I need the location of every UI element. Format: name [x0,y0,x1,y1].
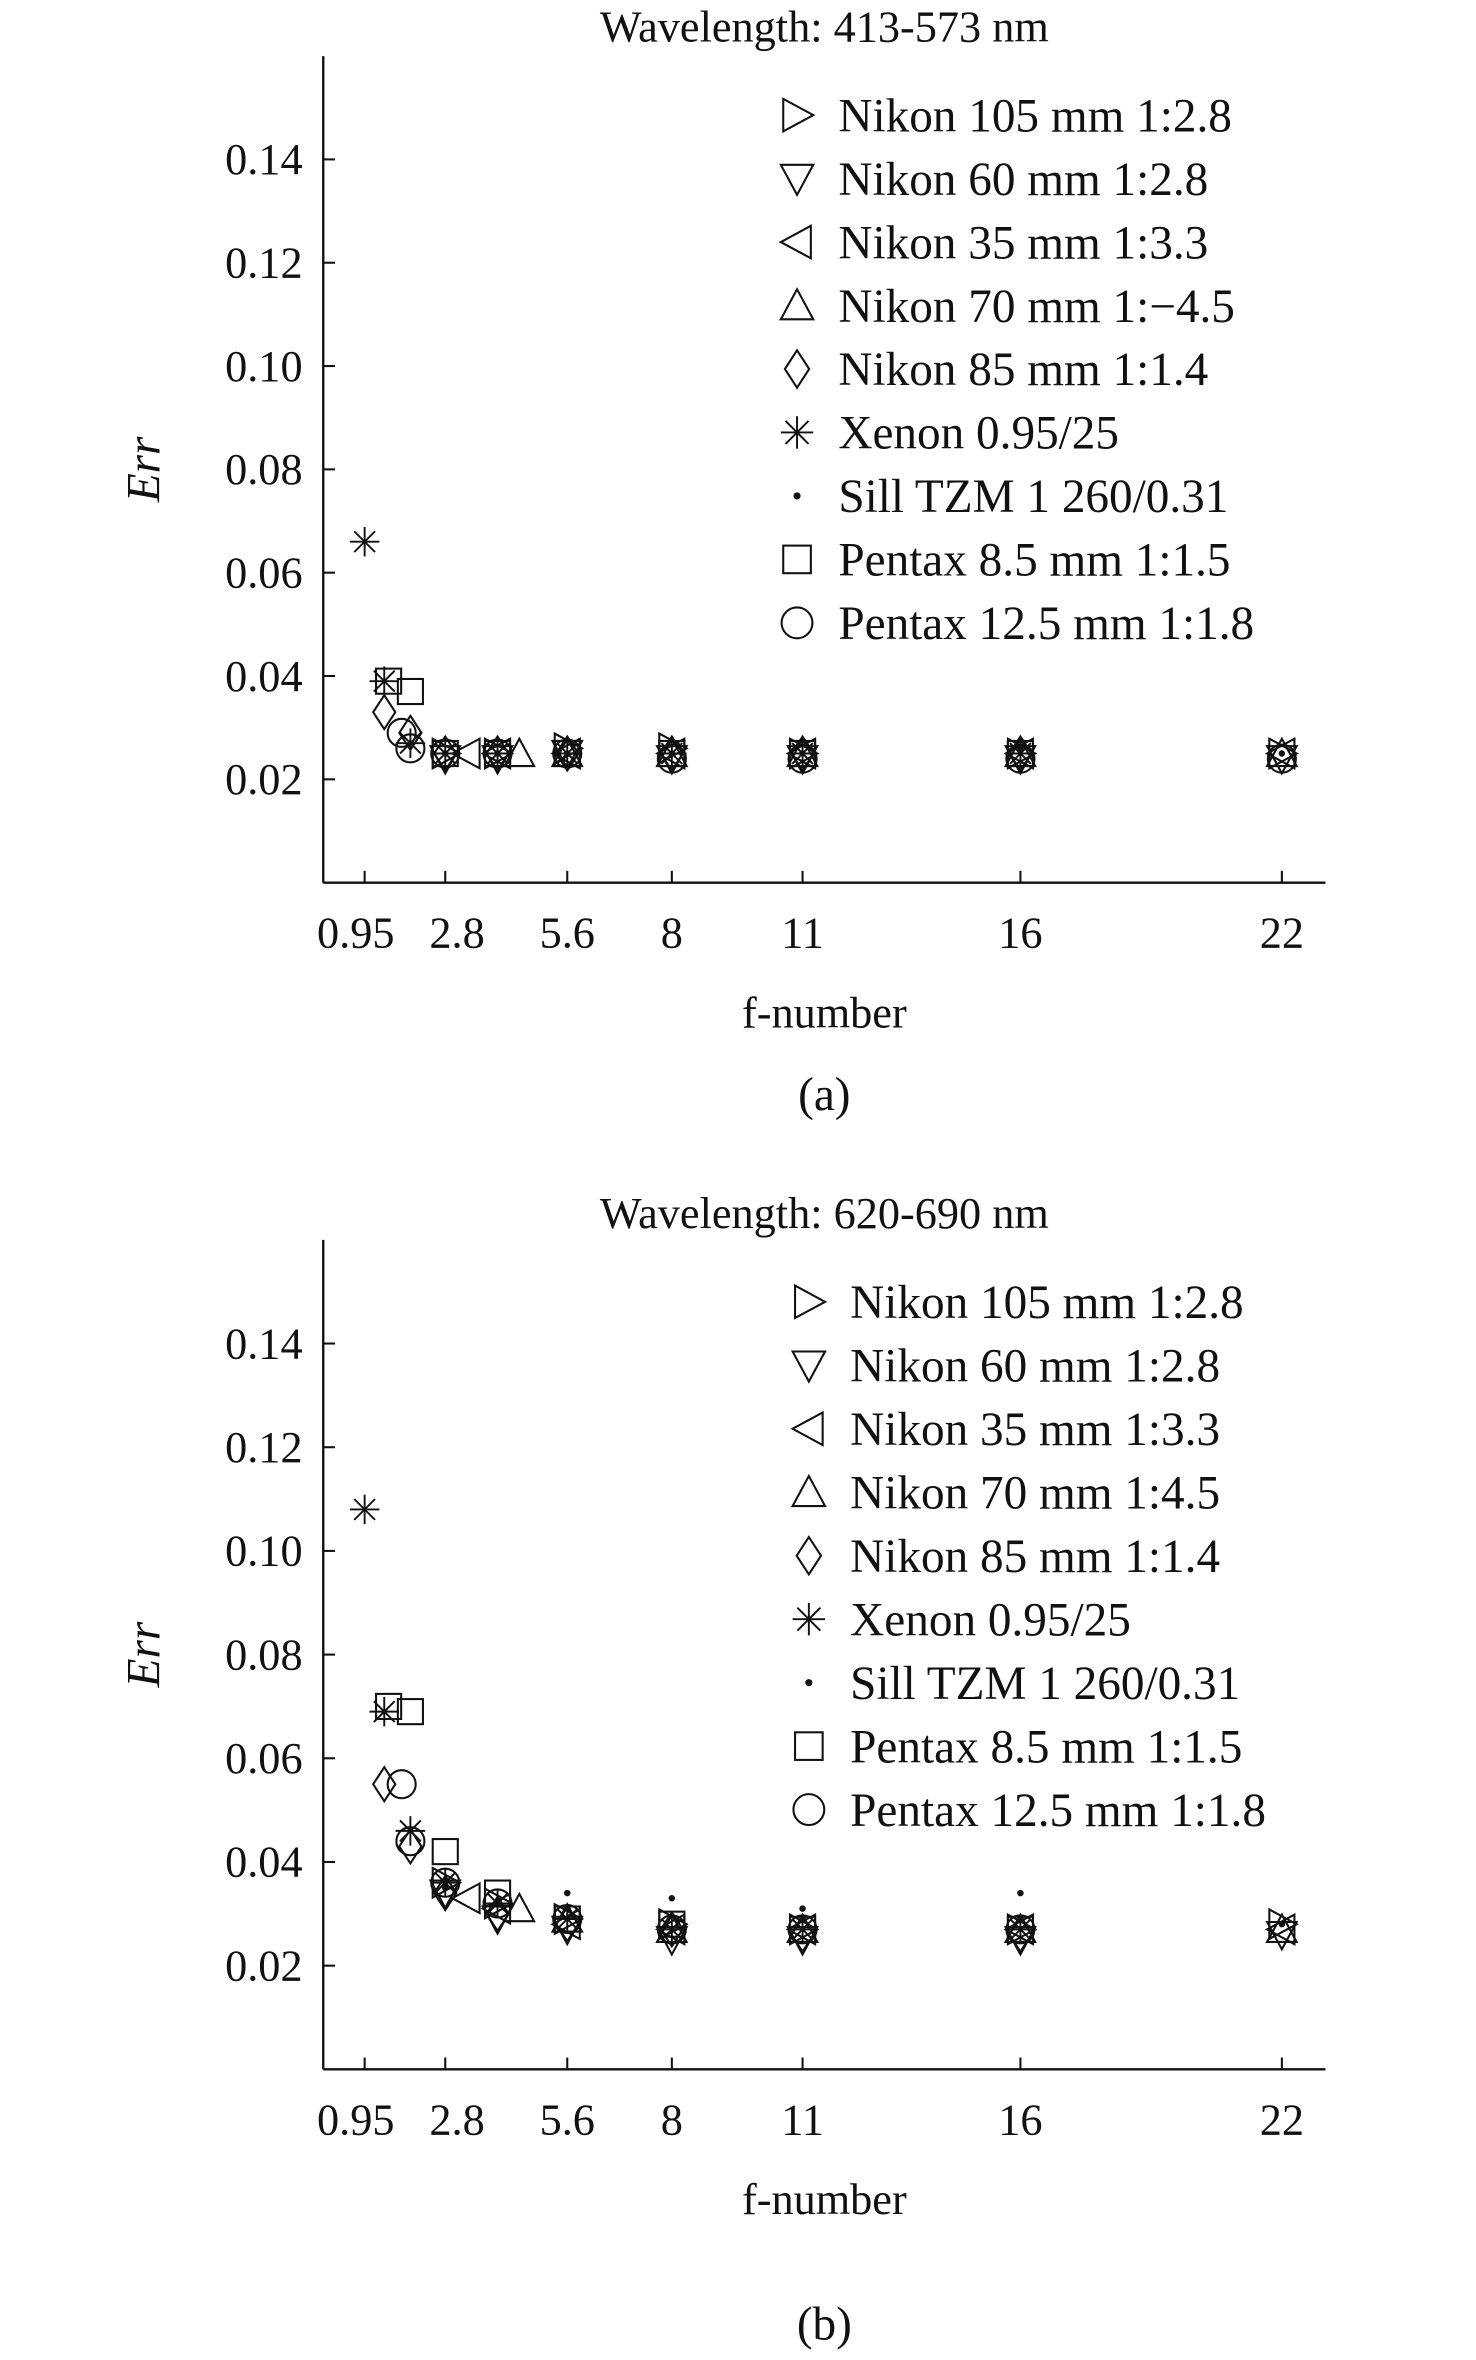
legend-marker-triangle-up [793,1476,825,1506]
panel-label: (b) [796,2298,852,2351]
x-tick-label: 8 [660,908,683,958]
x-tick-label: 2.8 [429,2095,485,2145]
x-tick-label: 2.8 [429,908,485,958]
x-axis-label: f-number [741,2175,907,2224]
data-point [350,1495,380,1525]
legend-marker-triangle-down [793,1351,825,1381]
y-axis-label: Err [118,436,171,503]
chart-title: Wavelength: 413-573 nm [599,2,1049,52]
legend-marker-triangle-left [781,226,811,258]
y-tick-label: 0.04 [225,1837,303,1887]
data-point [373,1767,395,1801]
legend-marker-asterisk [781,416,813,448]
legend-label: Nikon 70 mm 1:−4.5 [838,280,1235,333]
y-tick-label: 0.14 [225,135,303,185]
x-tick-label: 22 [1259,2095,1305,2145]
x-axis-label: f-number [741,988,907,1038]
data-point [350,527,380,557]
data-point [799,750,805,756]
legend-label: Pentax 12.5 mm 1:1.8 [850,1784,1266,1837]
x-tick-label: 8 [660,2095,683,2145]
y-tick-label: 0.14 [225,1319,303,1369]
x-tick-label: 0.95 [317,908,395,958]
legend-marker-square [783,546,811,574]
legend-label: Nikon 70 mm 1:4.5 [850,1467,1221,1520]
y-tick-label: 0.02 [225,755,303,805]
y-tick-label: 0.08 [225,1630,303,1680]
data-point [505,1894,535,1921]
legend-marker-triangle-up [781,289,813,319]
legend-label: Nikon 60 mm 1:2.8 [850,1340,1221,1393]
data-point [369,666,399,696]
x-tick-label: 5.6 [539,2095,595,2145]
data-point [442,750,448,756]
data-point [564,750,570,756]
legend-label: Sill TZM 1 260/0.31 [850,1657,1241,1710]
legend-marker-asterisk [793,1603,825,1635]
y-tick-label: 0.12 [225,1422,303,1472]
data-point [669,1895,675,1901]
panel-label: (a) [798,1068,851,1121]
y-axis-label: Err [118,1621,171,1688]
legend-marker-triangle-right [795,1286,825,1318]
legend-label: Pentax 12.5 mm 1:1.8 [838,598,1255,651]
legend [781,90,1254,650]
series-triangle-left [452,1884,1294,1945]
series-triangle-up [505,1894,1297,1942]
data-point [433,1839,458,1864]
legend-label: Pentax 8.5 mm 1:1.5 [850,1721,1243,1774]
legend-marker-triangle-right [783,99,813,131]
legend-label: Sill TZM 1 260/0.31 [838,471,1229,524]
x-tick-label: 16 [998,2095,1043,2145]
data-point [564,1890,570,1896]
series-triangle-up [505,739,1297,766]
data-point [799,1905,805,1911]
y-tick-label: 0.08 [225,445,303,495]
series-square [376,669,1033,766]
data-point [1279,1921,1285,1927]
x-tick-label: 11 [781,908,824,958]
y-tick-label: 0.02 [225,1941,303,1991]
x-tick-label: 11 [781,2095,824,2145]
legend-label: Nikon 85 mm 1:1.4 [838,344,1209,397]
data-point [442,1885,448,1891]
y-tick-label: 0.12 [225,238,303,288]
figure-root [118,2,1325,2350]
legend-marker-circle [782,607,813,638]
legend-label: Nikon 35 mm 1:3.3 [838,217,1209,270]
legend-marker-diamond [797,1537,821,1574]
y-tick-label: 0.10 [225,1526,303,1576]
series-diamond [373,695,1031,770]
data-point [1017,745,1023,751]
chart-panel-a [118,2,1325,1121]
data-point [669,750,675,756]
series-dot [442,745,1285,757]
legend-marker-circle [793,1794,824,1825]
legend-marker-triangle-down [781,165,813,195]
legend-marker-diamond [785,350,809,387]
x-tick-label: 16 [998,908,1043,958]
data-point [1279,750,1285,756]
legend-label: Nikon 35 mm 1:3.3 [850,1404,1221,1457]
chart-panel-b [118,1189,1325,2350]
x-tick-label: 0.95 [317,2095,395,2145]
legend-label: Nikon 105 mm 1:2.8 [850,1277,1244,1330]
legend-label: Pentax 8.5 mm 1:1.5 [838,534,1231,587]
legend-marker-triangle-left [793,1413,823,1445]
y-tick-label: 0.06 [225,548,303,598]
legend-label: Xenon 0.95/25 [850,1594,1131,1647]
y-tick-label: 0.06 [225,1734,303,1784]
legend [793,1277,1266,1837]
x-tick-label: 5.6 [539,908,595,958]
legend-marker-dot [805,1679,812,1686]
legend-label: Nikon 60 mm 1:2.8 [838,153,1209,206]
data-point [388,1770,416,1798]
x-tick-label: 22 [1259,908,1305,958]
legend-label: Xenon 0.95/25 [838,407,1120,460]
data-point [369,1697,399,1727]
chart-title: Wavelength: 620-690 nm [599,1189,1049,1239]
legend-marker-dot [793,492,800,499]
legend-marker-square [795,1732,823,1760]
y-tick-label: 0.10 [225,341,303,391]
data-point [1017,1890,1023,1896]
legend-label: Nikon 105 mm 1:2.8 [838,90,1232,143]
y-tick-label: 0.04 [225,651,303,701]
legend-label: Nikon 85 mm 1:1.4 [850,1530,1221,1583]
data-point [494,750,500,756]
data-point [1006,739,1036,769]
